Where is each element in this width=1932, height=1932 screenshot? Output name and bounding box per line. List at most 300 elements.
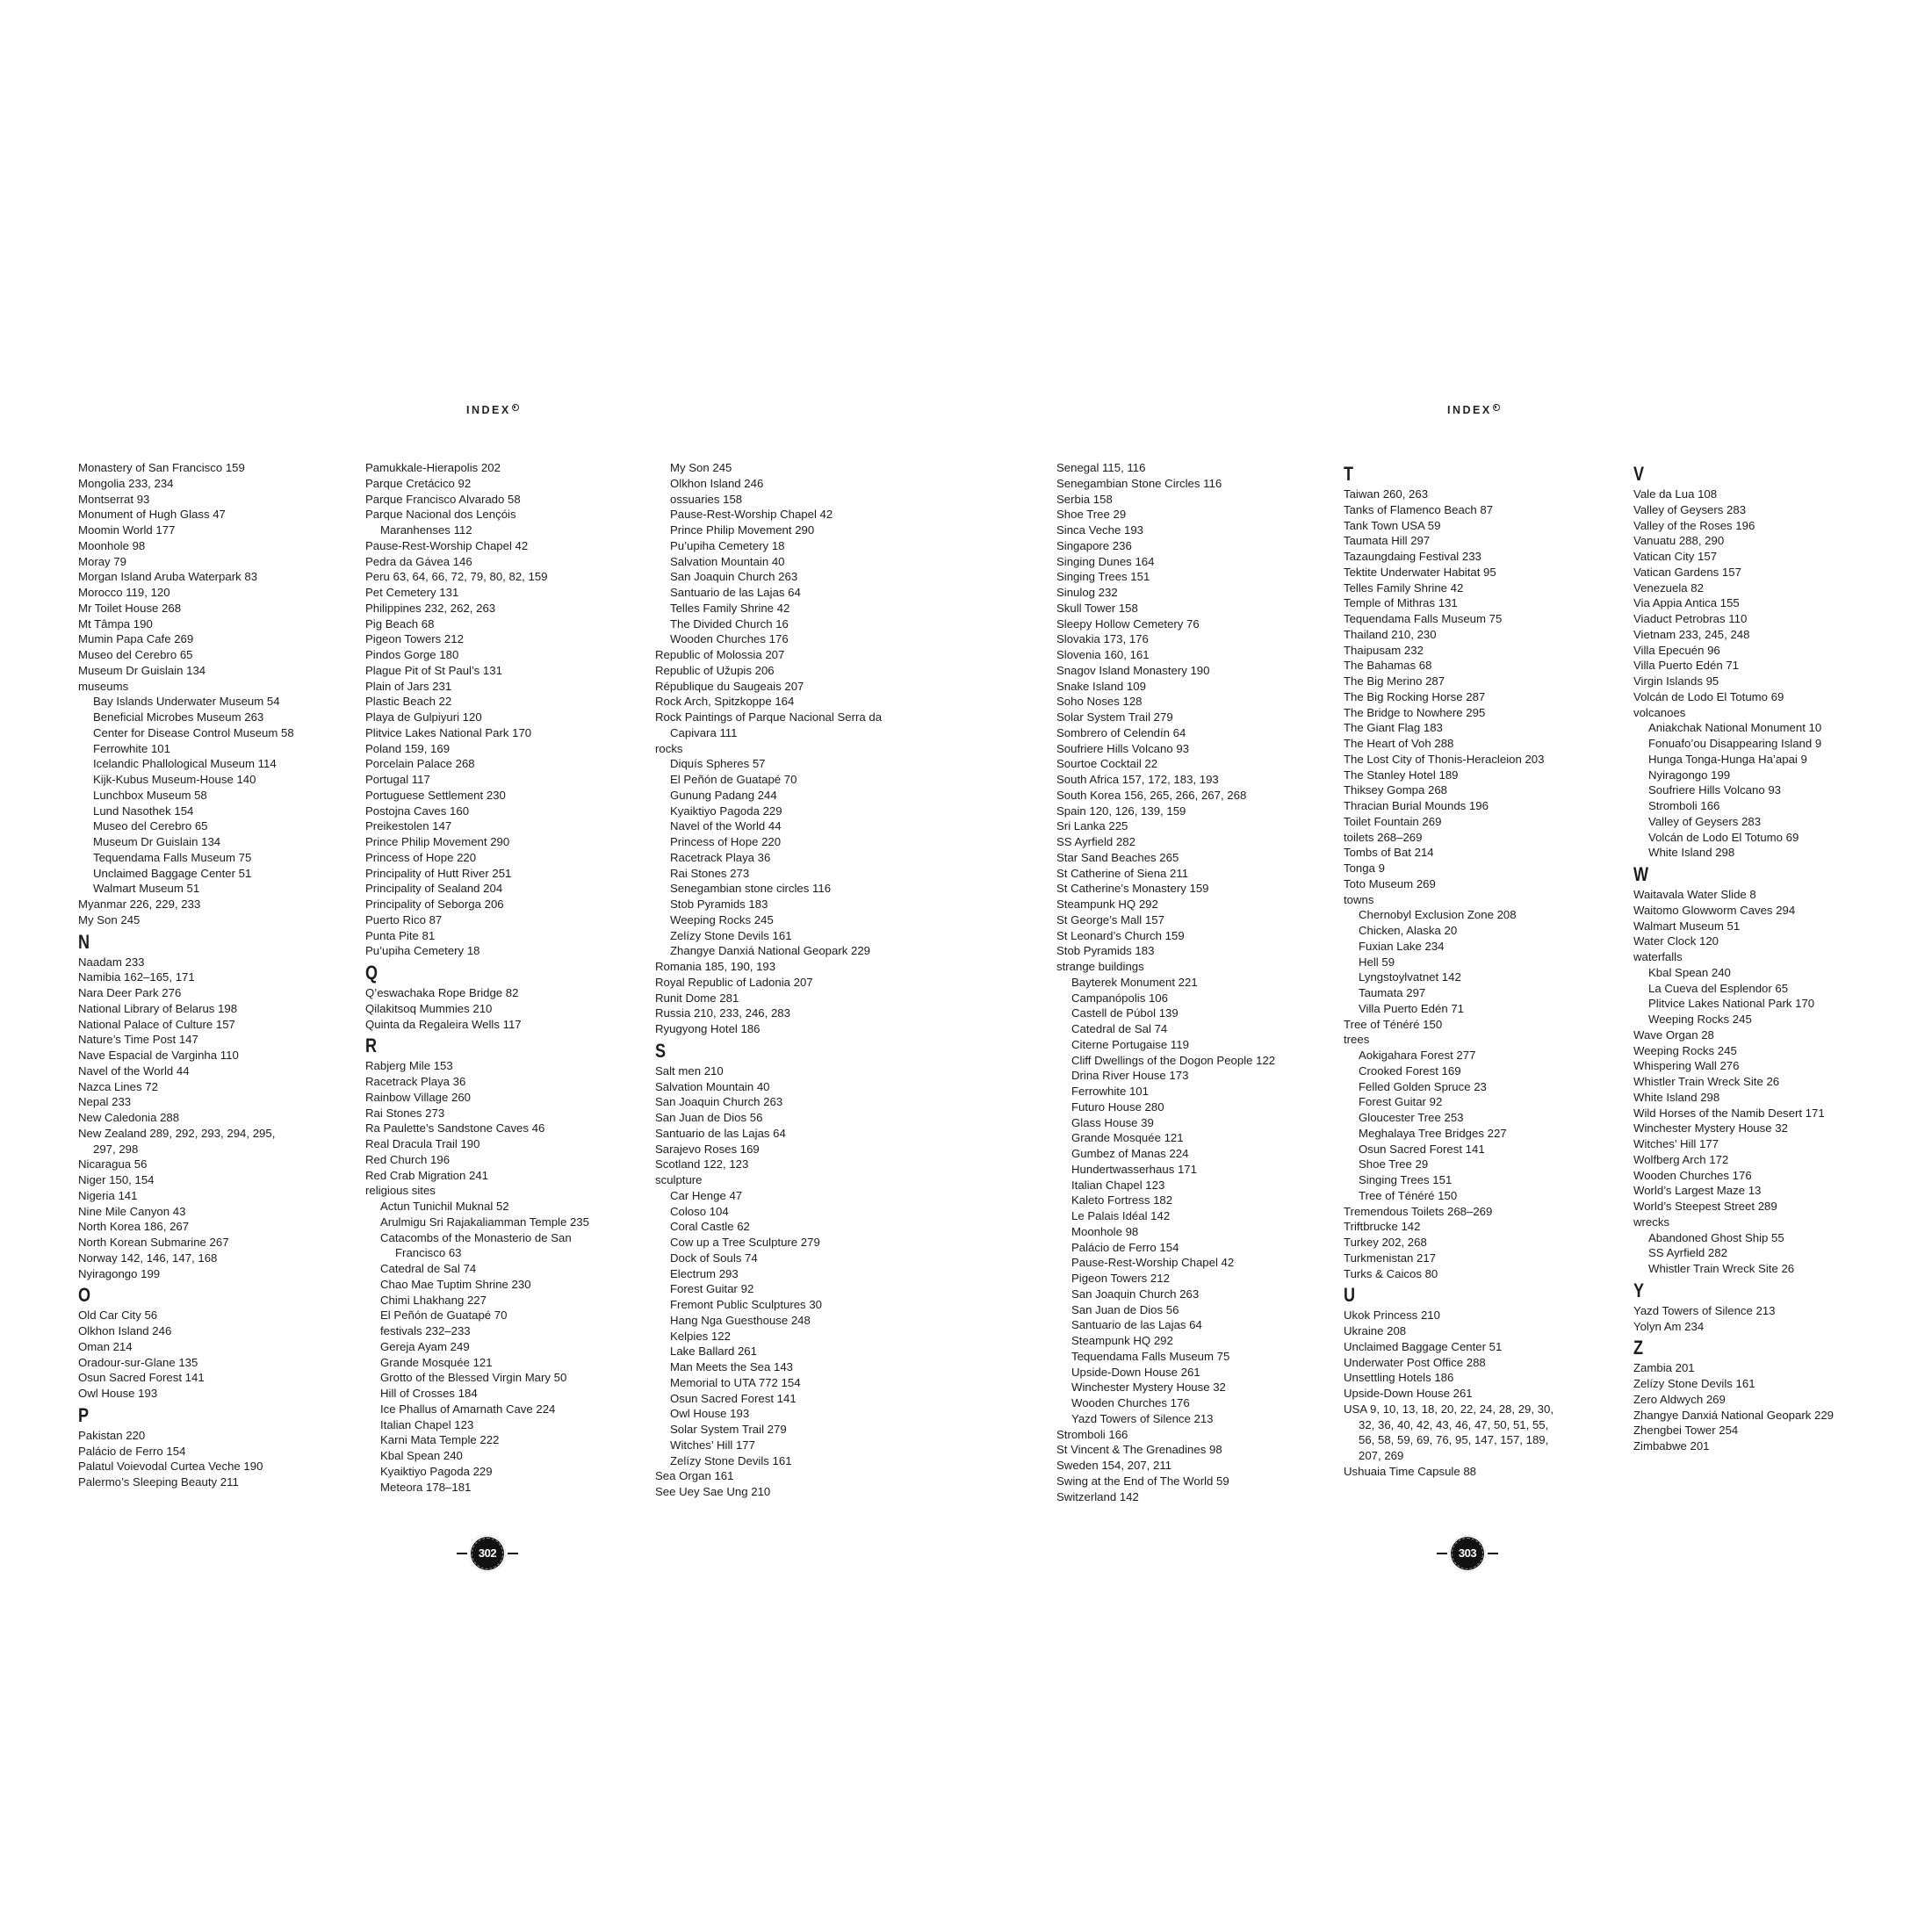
index-entry: Unclaimed Baggage Center 51 [1344, 1339, 1503, 1353]
index-entry: Tanks of Flamenco Beach 87 [1344, 502, 1494, 516]
index-entry: Morocco 119, 120 [78, 586, 170, 599]
index-entry: Monument of Hugh Glass 47 [78, 508, 226, 522]
index-entry: See Uey Sae Ung 210 [655, 1485, 771, 1498]
index-entry: Pet Cemetery 131 [365, 586, 459, 599]
index-entry: museums [78, 679, 129, 693]
folio-rule-left [1437, 1553, 1447, 1554]
index-entry-continuation: 297, 298 [93, 1142, 139, 1156]
index-subentry: Catedral de Sal 74 [380, 1262, 477, 1275]
index-entry: Underwater Post Office 288 [1344, 1355, 1486, 1369]
index-subentry: Upside-Down House 261 [1071, 1365, 1200, 1379]
index-entry: North Korean Submarine 267 [78, 1236, 229, 1249]
index-entry: South Africa 157, 172, 183, 193 [1056, 773, 1219, 786]
index-entry: Villa Epecuén 96 [1633, 643, 1720, 657]
index-entry: Vanuatu 288, 290 [1633, 534, 1725, 548]
page-number: 303 [1458, 1546, 1477, 1560]
index-entry: Pause-Rest-Worship Chapel 42 [365, 538, 529, 552]
index-entry: The Big Rocking Horse 287 [1344, 689, 1486, 703]
index-entry: Telles Family Shrine 42 [1344, 580, 1464, 595]
section-letter-heading: V [1633, 463, 1645, 485]
index-subentry: Le Palais Idéal 142 [1071, 1209, 1171, 1222]
index-subentry: Ice Phallus of Amarnath Cave 224 [380, 1402, 556, 1416]
folio-rule-right [1488, 1553, 1498, 1554]
index-entry: Wooden Churches 176 [1633, 1168, 1752, 1182]
index-entry: Puerto Rico 87 [365, 912, 443, 926]
index-entry: strange buildings [1056, 960, 1144, 973]
index-entry: Principality of Seborga 206 [365, 898, 504, 911]
index-entry: Zimbabwe 201 [1633, 1439, 1710, 1453]
index-entry: Quinta da Regaleira Wells 117 [365, 1017, 522, 1031]
index-entry: Ukok Princess 210 [1344, 1308, 1440, 1323]
index-entry: Philippines 232, 262, 263 [365, 601, 496, 615]
index-entry: Sea Organ 161 [655, 1469, 734, 1483]
index-subentry: Kyaiktiyo Pagoda 229 [670, 804, 782, 818]
index-subentry: Salvation Mountain 40 [670, 554, 785, 568]
index-entry: Toilet Fountain 269 [1344, 814, 1442, 828]
index-entry: Slovenia 160, 161 [1056, 648, 1150, 661]
index-subentry: Zelízy Stone Devils 161 [670, 1453, 792, 1467]
index-entry-continuation: 56, 58, 59, 69, 76, 95, 147, 157, 189, [1359, 1433, 1549, 1447]
index-entry: Yolyn Am 234 [1633, 1319, 1705, 1333]
index-subentry: Lund Nasothek 154 [93, 804, 194, 818]
index-subentry: Olkhon Island 246 [670, 476, 764, 490]
index-subentry: Actun Tunichil Muknal 52 [380, 1200, 509, 1213]
index-entry: Montserrat 93 [78, 492, 150, 506]
index-subentry: Hundertwasserhaus 171 [1071, 1162, 1197, 1176]
page-number-badge-left [457, 1535, 518, 1572]
index-entry: Sinca Veche 193 [1056, 523, 1143, 537]
index-entry: volcanoes [1633, 705, 1686, 719]
section-letter-heading: Y [1633, 1279, 1645, 1301]
index-subentry: San Juan de Dios 56 [1071, 1302, 1179, 1316]
index-subentry: Stromboli 166 [1648, 799, 1720, 812]
section-letter-heading: U [1344, 1284, 1356, 1307]
index-entry: Osun Sacred Forest 141 [78, 1371, 205, 1385]
index-entry: Punta Pite 81 [365, 928, 436, 942]
running-head-right [1447, 404, 1500, 416]
index-subentry: Gumbez of Manas 224 [1071, 1147, 1189, 1160]
index-subentry: Princess of Hope 220 [670, 835, 782, 848]
index-entry: Santuario de las Lajas 64 [655, 1126, 786, 1140]
index-subentry: Witches’ Hill 177 [670, 1438, 755, 1452]
index-entry: Upside-Down House 261 [1344, 1387, 1473, 1400]
index-entry: Waitomo Glowworm Caves 294 [1633, 903, 1796, 917]
index-entry: Singapore 236 [1056, 538, 1132, 552]
index-subentry: Abandoned Ghost Ship 55 [1648, 1230, 1784, 1244]
index-entry: Steampunk HQ 292 [1056, 898, 1158, 911]
index-entry: Virgin Islands 95 [1633, 674, 1719, 688]
index-subentry: Lake Ballard 261 [670, 1344, 757, 1359]
index-entry: National Palace of Culture 157 [78, 1017, 235, 1031]
index-column [1056, 460, 1275, 1504]
index-entry: Unsettling Hotels 186 [1344, 1371, 1454, 1385]
index-entry: Wolfberg Arch 172 [1633, 1152, 1729, 1166]
index-entry: The Bridge to Nowhere 295 [1344, 705, 1486, 719]
index-subentry: Kelpies 122 [670, 1329, 731, 1343]
index-subentry: Osun Sacred Forest 141 [670, 1391, 797, 1405]
index-entry: Plague Pit of St Paul’s 131 [365, 663, 502, 677]
index-subentry: San Joaquin Church 263 [670, 570, 798, 584]
index-subentry: Gereja Ayam 249 [380, 1339, 470, 1353]
index-subentry: White Island 298 [1648, 846, 1735, 860]
index-entry: Scotland 122, 123 [655, 1157, 749, 1171]
index-subentry: Chao Mae Tuptim Shrine 230 [380, 1277, 531, 1291]
index-entry: Tombs of Bat 214 [1344, 846, 1434, 860]
index-subentry: Coral Castle 62 [670, 1220, 750, 1234]
index-entry: Switzerland 142 [1056, 1489, 1139, 1503]
index-entry: Pu’upiha Cemetery 18 [365, 944, 480, 958]
index-subentry: Car Henge 47 [670, 1188, 743, 1202]
index-entry: The Stanley Hotel 189 [1344, 768, 1459, 782]
index-entry: trees [1344, 1033, 1370, 1047]
index-subentry: El Peñón de Guatapé 70 [380, 1308, 508, 1323]
index-entry: Poland 159, 169 [365, 741, 451, 755]
index-entry: Principality of Sealand 204 [365, 882, 503, 896]
index-entry: Oradour-sur-Glane 135 [78, 1355, 198, 1369]
index-subentry: Hang Nga Guesthouse 248 [670, 1313, 811, 1327]
index-entry: Red Crab Migration 241 [365, 1168, 489, 1182]
section-letter-heading: P [78, 1403, 90, 1426]
index-subentry: Crooked Forest 169 [1359, 1063, 1461, 1078]
running-head-left-text: INDEX [466, 404, 511, 416]
index-subentry: San Joaquin Church 263 [1071, 1287, 1200, 1301]
index-entry: Russia 210, 233, 246, 283 [655, 1006, 790, 1020]
index-entry: Via Appia Antica 155 [1633, 596, 1740, 610]
index-subentry: Aniakchak National Monument 10 [1648, 721, 1822, 735]
index-subentry: Lyngstoylvatnet 142 [1359, 970, 1461, 984]
index-subentry: Catacombs of the Monasterio de San [380, 1230, 572, 1244]
index-entry: Playa de Gulpiyuri 120 [365, 710, 482, 724]
index-subentry: Taumata 297 [1359, 986, 1426, 999]
index-entry: Preikestolen 147 [365, 819, 452, 833]
index-entry-continuation: Maranhenses 112 [380, 523, 472, 537]
index-entry: Volcán de Lodo El Totumo 69 [1633, 689, 1784, 703]
index-subentry: Forest Guitar 92 [1359, 1095, 1443, 1109]
index-column [655, 460, 882, 1500]
index-subentry: Center for Disease Control Museum 58 [93, 725, 294, 739]
index-entry: Tremendous Toilets 268–269 [1344, 1204, 1493, 1218]
index-entry: Portugal 117 [365, 773, 430, 786]
index-entry: Romania 185, 190, 193 [655, 960, 776, 973]
index-entry: Mt Tâmpa 190 [78, 616, 153, 631]
index-subentry: Karni Mata Temple 222 [380, 1433, 500, 1447]
index-subentry: Weeping Rocks 245 [670, 912, 774, 926]
running-head-right-text: INDEX [1447, 404, 1492, 416]
index-subentry: SS Ayrfield 282 [1648, 1246, 1727, 1260]
index-subentry: Ferrowhite 101 [1071, 1085, 1149, 1098]
index-entry: Nicaragua 56 [78, 1157, 148, 1171]
index-entry: Vatican City 157 [1633, 550, 1718, 563]
index-entry: Waitavala Water Slide 8 [1633, 888, 1756, 901]
index-entry: Principality of Hutt River 251 [365, 866, 512, 880]
index-entry: Princess of Hope 220 [365, 850, 477, 864]
index-entry: Pig Beach 68 [365, 616, 435, 631]
index-entry: Slovakia 173, 176 [1056, 632, 1149, 646]
index-entry: Parque Francisco Alvarado 58 [365, 492, 521, 506]
index-column [365, 460, 589, 1495]
index-entry: Whispering Wall 276 [1633, 1059, 1740, 1073]
index-entry: Tree of Ténéré 150 [1344, 1017, 1443, 1031]
section-letter-heading: R [365, 1034, 378, 1057]
index-subentry: Museum Dr Guislain 134 [93, 835, 221, 848]
index-entry: Palatul Voievodal Curtea Veche 190 [78, 1460, 263, 1474]
index-entry-continuation: 32, 36, 40, 42, 43, 46, 47, 50, 51, 55, [1359, 1417, 1549, 1431]
index-entry: Qilakitsoq Mummies 210 [365, 1001, 493, 1015]
index-entry: Namibia 162–165, 171 [78, 970, 195, 984]
index-entry: Red Church 196 [365, 1152, 451, 1166]
section-letter-heading: Z [1633, 1337, 1644, 1359]
index-subentry: Rai Stones 273 [670, 866, 750, 880]
index-entry: Republic of Užupis 206 [655, 663, 775, 677]
index-entry: Sweden 154, 207, 211 [1056, 1459, 1172, 1472]
index-subentry: Tequendama Falls Museum 75 [93, 850, 252, 864]
index-entry: Sarajevo Roses 169 [655, 1142, 760, 1156]
index-entry: World’s Steepest Street 289 [1633, 1200, 1777, 1213]
index-entry: Temple of Mithras 131 [1344, 596, 1458, 610]
section-letter-heading: S [655, 1039, 667, 1062]
index-entry: Mongolia 233, 234 [78, 476, 174, 490]
index-subentry: Forest Guitar 92 [670, 1282, 754, 1296]
index-entry: San Joaquin Church 263 [655, 1095, 783, 1109]
index-subentry: Italian Chapel 123 [380, 1417, 474, 1431]
index-entry: Valley of the Roses 196 [1633, 518, 1755, 532]
index-entry: Stromboli 166 [1056, 1427, 1128, 1441]
index-entry: Villa Puerto Edén 71 [1633, 659, 1739, 673]
index-subentry: Whistler Train Wreck Site 26 [1648, 1262, 1795, 1275]
index-entry: Zhangye Danxiá National Geopark 229 [1633, 1408, 1834, 1422]
index-subentry: Pu’upiha Cemetery 18 [670, 538, 785, 552]
index-entry: National Library of Belarus 198 [78, 1001, 238, 1015]
index-entry: The Giant Flag 183 [1344, 721, 1443, 735]
index-entry: Snake Island 109 [1056, 679, 1146, 693]
index-entry: Ushuaia Time Capsule 88 [1344, 1464, 1477, 1478]
index-subentry: Kbal Spean 240 [1648, 965, 1731, 979]
index-subentry: Volcán de Lodo El Totumo 69 [1648, 830, 1799, 844]
section-letter-heading: N [78, 930, 90, 953]
index-entry: Thaipusam 232 [1344, 643, 1424, 657]
index-subentry: Pigeon Towers 212 [1071, 1272, 1170, 1285]
index-entry: Taiwan 260, 263 [1344, 487, 1429, 501]
index-entry: Star Sand Beaches 265 [1056, 850, 1179, 864]
index-entry: Nepal 233 [78, 1095, 132, 1109]
index-subentry: ossuaries 158 [670, 492, 743, 506]
index-entry: Prince Philip Movement 290 [365, 835, 510, 848]
index-entry: Turks & Caicos 80 [1344, 1266, 1438, 1280]
index-entry: Nazca Lines 72 [78, 1079, 158, 1093]
index-entry: Tektite Underwater Habitat 95 [1344, 565, 1496, 579]
index-subentry: Felled Golden Spruce 23 [1359, 1079, 1487, 1093]
index-entry: Nyiragongo 199 [78, 1266, 161, 1280]
section-letter-heading: Q [365, 962, 378, 984]
index-entry: Palermo’s Sleeping Beauty 211 [78, 1475, 239, 1489]
index-subentry: Yazd Towers of Silence 213 [1071, 1411, 1214, 1425]
index-subentry: Pause-Rest-Worship Chapel 42 [1071, 1256, 1235, 1270]
index-entry: wrecks [1633, 1215, 1670, 1229]
index-entry: My Son 245 [78, 912, 141, 926]
index-entry: Water Clock 120 [1633, 934, 1719, 948]
index-subentry: Chernobyl Exclusion Zone 208 [1359, 908, 1517, 922]
index-subentry: Fuxian Lake 234 [1359, 939, 1445, 953]
index-entry: Zelízy Stone Devils 161 [1633, 1377, 1755, 1390]
index-entry: San Juan de Dios 56 [655, 1111, 763, 1124]
index-entry: Vatican Gardens 157 [1633, 565, 1741, 579]
index-subentry: Owl House 193 [670, 1407, 750, 1421]
index-subentry: La Cueva del Esplendor 65 [1648, 981, 1789, 995]
index-entry: Museo del Cerebro 65 [78, 648, 193, 661]
index-entry: Sourtoe Cocktail 22 [1056, 757, 1158, 771]
index-entry: Moray 79 [78, 554, 126, 568]
index-subentry: Soufriere Hills Volcano 93 [1648, 783, 1782, 797]
index-entry: Viaduct Petrobras 110 [1633, 612, 1748, 625]
index-subentry: Hill of Crosses 184 [380, 1387, 478, 1400]
index-subentry: Kbal Spean 240 [380, 1449, 463, 1462]
index-subentry: El Peñón de Guatapé 70 [670, 773, 797, 786]
index-entry: Toto Museum 269 [1344, 876, 1436, 890]
index-entry: Soufriere Hills Volcano 93 [1056, 741, 1190, 755]
index-subentry: Francisco 63 [395, 1246, 462, 1260]
index-subentry: Stob Pyramids 183 [670, 898, 768, 911]
index-subentry: Tequendama Falls Museum 75 [1071, 1349, 1230, 1363]
index-entry: Pindos Gorge 180 [365, 648, 459, 661]
index-subentry: Cliff Dwellings of the Dogon People 122 [1071, 1053, 1276, 1067]
index-entry: Vale da Lua 108 [1633, 487, 1718, 501]
index-subentry: Palácio de Ferro 154 [1071, 1240, 1179, 1254]
index-entry: Ukraine 208 [1344, 1324, 1407, 1337]
index-entry: Plastic Beach 22 [365, 695, 452, 709]
index-subentry: Solar System Trail 279 [670, 1423, 787, 1436]
index-subentry: Osun Sacred Forest 141 [1359, 1142, 1485, 1156]
index-entry: Salt men 210 [655, 1063, 724, 1078]
index-subentry: Villa Puerto Edén 71 [1359, 1001, 1464, 1015]
index-subentry: Castell de Púbol 139 [1071, 1006, 1179, 1020]
index-entry: Nigeria 141 [78, 1188, 138, 1202]
index-entry: Morgan Island Aruba Waterpark 83 [78, 570, 258, 584]
index-subentry: Racetrack Playa 36 [670, 850, 771, 864]
index-entry: Tazaungdaing Festival 233 [1344, 550, 1481, 563]
index-subentry: Italian Chapel 123 [1071, 1178, 1165, 1192]
index-subentry: Senegambian stone circles 116 [670, 882, 832, 896]
index-entry: République du Saugeais 207 [655, 679, 804, 693]
index-subentry: Bay Islands Underwater Museum 54 [93, 695, 280, 709]
index-entry: Norway 142, 146, 147, 168 [78, 1251, 218, 1265]
index-entry: Moonhole 98 [78, 538, 146, 552]
index-entry: Runit Dome 281 [655, 991, 739, 1005]
index-subentry: Grande Mosquée 121 [1071, 1131, 1184, 1145]
index-column [1344, 460, 1554, 1480]
index-entry: Shoe Tree 29 [1056, 508, 1127, 522]
index-entry: sculpture [655, 1173, 703, 1186]
index-entry: Q’eswachaka Rope Bridge 82 [365, 986, 519, 999]
index-entry: toilets 268–269 [1344, 830, 1423, 844]
index-entry: Oman 214 [78, 1339, 133, 1353]
index-entry: Zambia 201 [1633, 1361, 1695, 1375]
index-entry: New Zealand 289, 292, 293, 294, 295, [78, 1126, 276, 1140]
index-entry: The Big Merino 287 [1344, 674, 1445, 688]
index-entry: Turkmenistan 217 [1344, 1251, 1437, 1265]
index-entry: Whistler Train Wreck Site 26 [1633, 1075, 1780, 1088]
section-letter-heading: O [78, 1284, 91, 1307]
index-subentry: Cow up a Tree Sculpture 279 [670, 1236, 820, 1249]
index-entry: Swing at the End of The World 59 [1056, 1474, 1229, 1488]
index-subentry: Plitvice Lakes National Park 170 [1648, 997, 1815, 1011]
index-subentry: Catedral de Sal 74 [1071, 1022, 1168, 1035]
index-entry: USA 9, 10, 13, 18, 20, 22, 24, 28, 29, 30, [1344, 1402, 1554, 1416]
index-subentry: Lunchbox Museum 58 [93, 788, 207, 802]
index-entry: SS Ayrfield 282 [1056, 835, 1135, 848]
index-entry: Rock Arch, Spitzkoppe 164 [655, 695, 795, 709]
index-entry: Sri Lanka 225 [1056, 819, 1128, 833]
index-entry: Solar System Trail 279 [1056, 710, 1173, 724]
index-entry: Soho Noses 128 [1056, 695, 1143, 709]
index-entry: Royal Republic of Ladonia 207 [655, 975, 813, 989]
index-entry: Sinulog 232 [1056, 586, 1118, 599]
index-entry: Snagov Island Monastery 190 [1056, 663, 1210, 677]
index-entry: Moomin World 177 [78, 523, 176, 537]
index-entry: Rainbow Village 260 [365, 1090, 471, 1104]
index-entry: Winchester Mystery House 32 [1633, 1121, 1788, 1135]
index-entry: religious sites [365, 1184, 436, 1198]
index-entry: Myanmar 226, 229, 233 [78, 898, 201, 911]
index-subentry: Prince Philip Movement 290 [670, 523, 815, 537]
index-subentry: Zhangye Danxiá National Geopark 229 [670, 944, 870, 958]
index-entry: Naadam 233 [78, 955, 145, 969]
index-entry: Venezuela 82 [1633, 580, 1704, 595]
folio-rule-right [508, 1553, 518, 1554]
index-entry: Ra Paulette’s Sandstone Caves 46 [365, 1121, 545, 1135]
spiral-ornament-icon [512, 404, 519, 411]
index-entry: Senegal 115, 116 [1056, 461, 1146, 474]
index-entry: Museum Dr Guislain 134 [78, 663, 206, 677]
index-subentry: Steampunk HQ 292 [1071, 1334, 1173, 1347]
index-entry: Plain of Jars 231 [365, 679, 452, 693]
index-entry: Senegambian Stone Circles 116 [1056, 476, 1222, 490]
index-subentry: Fonuafo’ou Disappearing Island 9 [1648, 737, 1822, 750]
index-entry: Tonga 9 [1344, 861, 1385, 875]
index-subentry: Diquís Spheres 57 [670, 757, 766, 771]
index-subentry: Meghalaya Tree Bridges 227 [1359, 1126, 1507, 1140]
index-entry: World’s Largest Maze 13 [1633, 1184, 1762, 1198]
index-subentry: Dock of Souls 74 [670, 1251, 758, 1265]
index-subentry: Kijk-Kubus Museum-House 140 [93, 773, 256, 786]
index-subentry: Campanópolis 106 [1071, 991, 1168, 1005]
index-subentry: Glass House 39 [1071, 1115, 1154, 1129]
index-entry: Sombrero of Celendín 64 [1056, 725, 1186, 739]
index-entry: St Catherine’s Monastery 159 [1056, 882, 1209, 896]
index-entry: rocks [655, 741, 683, 755]
page-number: 302 [478, 1546, 497, 1560]
index-entry: Rock Paintings of Parque Nacional Serra da [655, 710, 883, 724]
index-subentry: Hunga Tonga-Hunga Ha’apai 9 [1648, 752, 1807, 766]
index-entry: Republic of Molossia 207 [655, 648, 785, 661]
index-subentry: Memorial to UTA 772 154 [670, 1375, 801, 1389]
index-entry: Porcelain Palace 268 [365, 757, 475, 771]
index-subentry: Gunung Padang 244 [670, 788, 777, 802]
index-entry: Old Car City 56 [78, 1308, 158, 1323]
index-subentry: Pause-Rest-Worship Chapel 42 [670, 508, 833, 522]
spiral-ornament-icon [1493, 404, 1500, 411]
index-subentry: Wooden Churches 176 [1071, 1396, 1190, 1409]
index-subentry: Chimi Lhakhang 227 [380, 1293, 487, 1307]
index-entry: Mumin Papa Cafe 269 [78, 632, 194, 646]
index-subentry: Unclaimed Baggage Center 51 [93, 866, 252, 880]
index-subentry: Futuro House 280 [1071, 1099, 1164, 1114]
index-subentry: Coloso 104 [670, 1204, 729, 1218]
index-subentry: Zelízy Stone Devils 161 [670, 928, 792, 942]
index-entry: Postojna Caves 160 [365, 804, 470, 818]
index-entry: South Korea 156, 265, 266, 267, 268 [1056, 788, 1247, 802]
index-entry: Plitvice Lakes National Park 170 [365, 725, 532, 739]
index-subentry: Valley of Geysers 283 [1648, 814, 1762, 828]
